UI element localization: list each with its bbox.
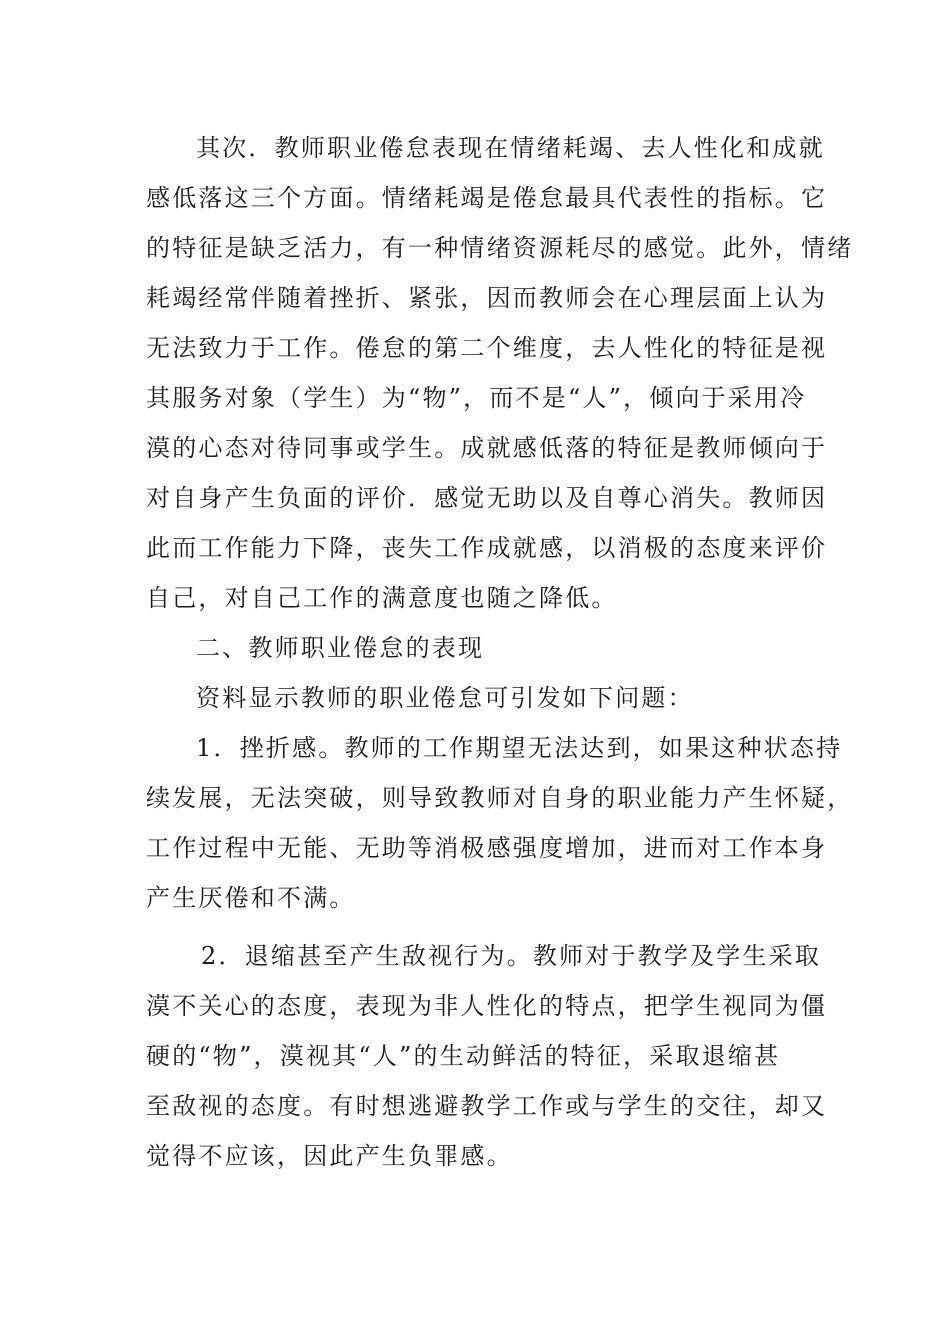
text-line: 自己，对自己工作的满意度也随之降低。 xyxy=(146,584,618,612)
text-line: 产生厌倦和不满。 xyxy=(146,884,356,912)
text-line: 觉得不应该，因此产生负罪感。 xyxy=(146,1142,513,1170)
section-heading: 二、教师职业倦怠的表现 xyxy=(196,634,485,662)
text-line: 至敌视的态度。有时想逃避教学工作或与学生的交往，却又 xyxy=(146,1092,828,1120)
text-line: 漠不关心的态度，表现为非人性化的特点，把学生视同为僵 xyxy=(146,992,828,1020)
text-line: 耗竭经常伴随着挫折、紧张，因而教师会在心理层面上认为 xyxy=(146,284,828,312)
text-line: 其次．教师职业倦怠表现在情绪耗竭、去人性化和成就 xyxy=(196,134,825,162)
list-item-2-line: 2．退缩甚至产生敌视行为。教师对于教学及学生采取 xyxy=(201,942,822,970)
text-line: 的特征是缺乏活力，有一种情绪资源耗尽的感觉。此外，情绪 xyxy=(146,234,854,262)
text-line: 无法致力于工作。倦怠的第二个维度，去人性化的特征是视 xyxy=(146,334,828,362)
text-line: 资料显示教师的职业倦怠可引发如下问题： xyxy=(196,684,694,712)
text-line: 工作过程中无能、无助等消极感强度增加，进而对工作本身 xyxy=(146,834,828,862)
text-line: 其服务对象（学生）为“物”，而不是“人”，倾向于采用冷 xyxy=(146,384,807,412)
text-line: 对自身产生负面的评价．感觉无助以及自尊心消失。教师因 xyxy=(146,484,828,512)
text-line: 感低落这三个方面。情绪耗竭是倦怠最具代表性的指标。它 xyxy=(146,184,828,212)
list-item-1-line: 1．挫折感。教师的工作期望无法达到，如果这种状态持 xyxy=(196,734,843,762)
text-line: 漠的心态对待同事或学生。成就感低落的特征是教师倾向于 xyxy=(146,434,828,462)
text-line: 硬的“物”，漠视其“人”的生动鲜活的特征，采取退缩甚 xyxy=(146,1042,781,1070)
text-line: 续发展，无法突破，则导致教师对自身的职业能力产生怀疑， xyxy=(146,784,854,812)
text-line: 此而工作能力下降，丧失工作成就感，以消极的态度来评价 xyxy=(146,534,828,562)
